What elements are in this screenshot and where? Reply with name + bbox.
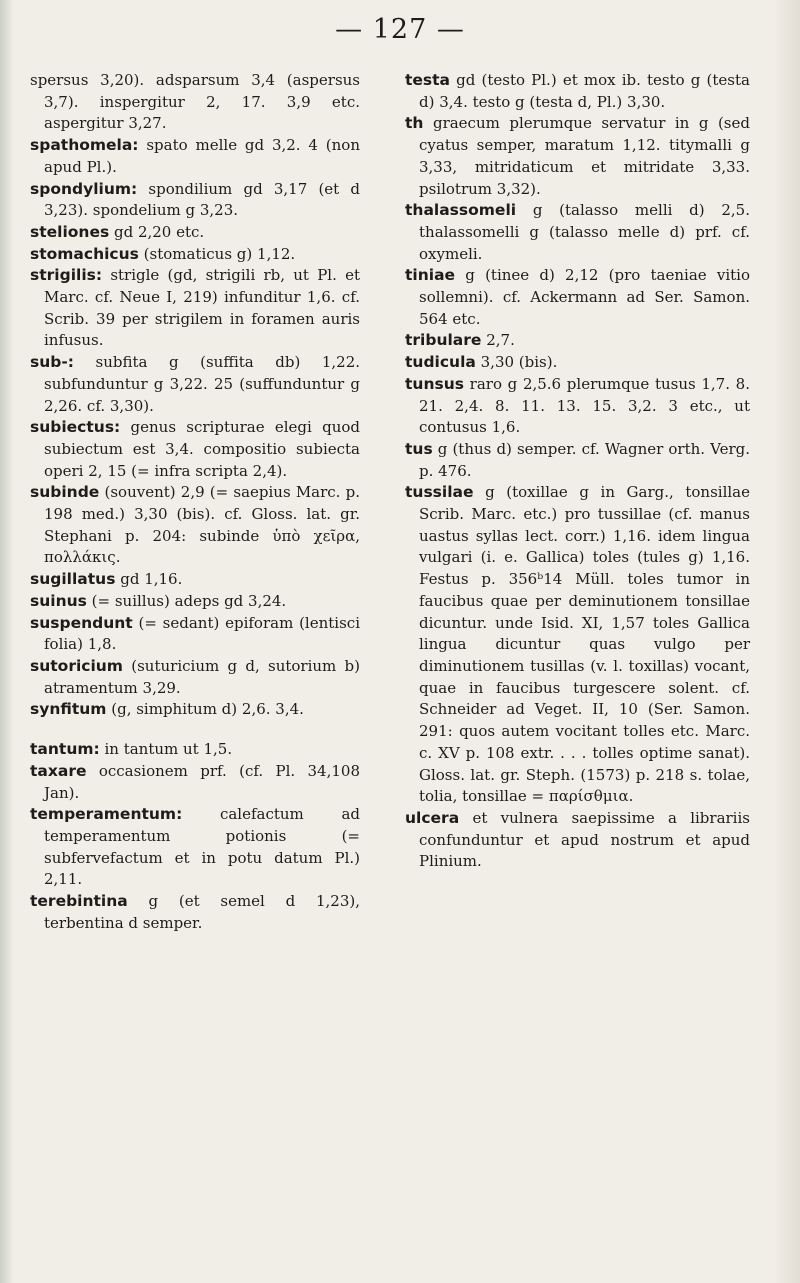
entry-text: (souvent) 2,9 (= saepius Marc. p. 198 med.) 3,30 (bis). cf. Gloss. lat. gr. Stephani p. 204: subinde ὑπὸ χεῖρα, πολλάκις. xyxy=(44,483,360,567)
entry-lemma: tudicula xyxy=(405,353,476,372)
entry-steliones xyxy=(30,222,360,244)
entry-text: 2,7. xyxy=(486,331,515,350)
page-number: — 127 — xyxy=(335,14,465,45)
entry-lemma: th xyxy=(405,114,424,133)
entry-text: g (et semel d 1,23), terbentina d semper. xyxy=(44,892,360,932)
entry-subinde xyxy=(30,482,360,569)
entry-spondylium xyxy=(30,179,360,222)
entry-text: et vulnera saepissime a librariis confunduntur et apud nostrum et apud Plinium. xyxy=(419,808,750,871)
entry-text: g (tinee d) 2,12 (pro taeniae vitio sollemni). cf. Ackermann ad Ser. Samon. 564 etc. xyxy=(419,266,750,328)
entry-lemma: stomachicus xyxy=(30,244,139,263)
entry-spathomela xyxy=(30,135,360,178)
entry-text: gd 1,16. xyxy=(120,570,183,589)
entry-lemma: steliones xyxy=(30,222,110,241)
entry-subiectus xyxy=(30,417,360,482)
entry-lemma: ulcera xyxy=(405,808,460,827)
entry-text: subfita g (suffita db) 1,22. subfunduntur g 3,22. 25 (suffunduntur g 2,26. cf. 3,30). xyxy=(44,353,360,415)
entry-lemma: tussilae xyxy=(405,483,474,502)
entry-tantum xyxy=(30,739,360,761)
entry-text: 3,30 (bis). xyxy=(480,353,558,372)
entry-text: calefactum ad temperamentum potionis (= subfervefactum et in potu datum Pl.) 2,11. xyxy=(44,805,360,889)
entry-sugillatus xyxy=(30,569,360,591)
right-column xyxy=(405,70,750,873)
section-gap xyxy=(30,721,360,739)
entry-temperamentum xyxy=(30,804,360,891)
entry-tussilae xyxy=(405,482,750,808)
entry-text: g (thus d) semper. cf. Wagner orth. Verg. p. 476. xyxy=(419,439,750,480)
entry-thalassomeli xyxy=(405,200,750,265)
entry-lemma: spondylium: xyxy=(30,179,138,198)
entry-sutoricium xyxy=(30,656,360,699)
entry-lemma: subinde xyxy=(30,483,100,502)
entry-text: (suturicium g d, sutorium b) atramentum 3,29. xyxy=(44,656,360,697)
entry-strigilis xyxy=(30,265,360,352)
entry-text: g (toxillae g in Garg., tonsillae Scrib. Marc. etc.) pro tussillae (cf. manus uastus syllas lect. corr.) 1,16. idem lingua vulgari (i. e. Gallica) toles (tules g) 1,16. Festus p. 356ᵇ14 Müll. toles tumor in faucibus quae per deminutionem tonsillae dicuntur. unde Isid. XI, 1,57 toles Gallica lingua dicuntur quas vulgo per diminutionem tusillas (v. l. toxillas) vocant, quae in faucibus turgescere solent. cf. Schneider ad Veget. II, 10 (Ser. Samon. 291: quos autem vocitant tolles etc. Marc. c. XV p. 108 extr. . . . tolles optime sanat). Gloss. lat. gr. Steph. (1573) p. 218 s. tolae, tolia, tonsillae = παρίσθμια. xyxy=(419,483,750,806)
entry-text: raro g 2,5.6 plerumque tusus 1,7. 8. 21. 2,4. 8. 11. 13. 15. 3,2. 3 etc., ut contusus 1,6. xyxy=(419,374,750,437)
entry-text: spato melle gd 3,2. 4 (non apud Pl.). xyxy=(44,136,360,176)
entry-terebintina xyxy=(30,891,360,934)
entry-lemma: tunsus xyxy=(405,374,464,393)
entry-lemma: tribulare xyxy=(405,331,482,350)
entry-text: in tantum ut 1,5. xyxy=(104,740,233,759)
entry-lemma: strigilis: xyxy=(30,266,103,285)
entry-text: g (talasso melli d) 2,5. thalassomelli g (talasso melle d) prf. cf. oxymeli. xyxy=(419,201,750,263)
entry-lemma: suspendunt xyxy=(30,613,133,632)
entry-testa xyxy=(405,70,750,113)
scan-shadow-right xyxy=(774,0,800,1283)
entry-taxare xyxy=(30,761,360,804)
entry-lemma: sugillatus xyxy=(30,570,116,589)
entry-lemma: tantum: xyxy=(30,740,100,759)
entry-lemma: subiectus: xyxy=(30,418,121,437)
entry-lemma: tus xyxy=(405,439,433,458)
entry-text: (stomaticus g) 1,12. xyxy=(143,244,296,263)
entry-text: gd 2,20 etc. xyxy=(113,222,205,241)
entry-tunsus xyxy=(405,374,750,439)
entry-synfitum xyxy=(30,699,360,721)
entry-lemma: testa xyxy=(405,71,451,89)
entry-lemma: taxare xyxy=(30,761,87,780)
entry-continued xyxy=(30,70,360,135)
entry-lemma: thalassomeli xyxy=(405,201,517,220)
entry-text: strigle (gd, strigili rb, ut Pl. et Marc. cf. Neue I, 219) infunditur 1,6. cf. Scrib. 39 per strigilem in foramen auris infusus. xyxy=(44,266,360,350)
entry-th xyxy=(405,113,750,200)
entry-lemma: sub-: xyxy=(30,353,74,372)
entry-lemma: temperamentum: xyxy=(30,805,183,824)
entry-tribulare xyxy=(405,330,750,352)
scan-shadow-left xyxy=(0,0,14,1283)
entry-text: genus scripturae elegi quod subiectum est 3,4. compositio subiecta operi 2, 15 (= infra scripta 2,4). xyxy=(44,418,360,480)
entry-text: spondilium gd 3,17 (et d 3,23). spondelium g 3,23. xyxy=(44,179,360,220)
entry-text: (g, simphitum d) 2,6. 3,4. xyxy=(111,700,304,719)
entry-tiniae xyxy=(405,265,750,330)
entry-text: spersus 3,20). adsparsum 3,4 (aspersus 3,7). inspergitur 2, 17. 3,9 etc. aspergitur 3,27. xyxy=(30,71,360,133)
entry-text: graecum plerumque servatur in g (sed cyatus semper, maratum 1,12. titymalli g 3,33, mitridaticum et mitridate 3,33. psilotrum 3,32). xyxy=(419,114,750,198)
entry-suspendunt xyxy=(30,613,360,656)
entry-text: (= sedant) epiforam (lentisci folia) 1,8. xyxy=(44,613,360,654)
entry-lemma: suinus xyxy=(30,591,87,610)
entry-tudicula xyxy=(405,352,750,374)
entry-lemma: tiniae xyxy=(405,266,456,285)
left-column xyxy=(30,70,360,934)
entry-lemma: sutoricium xyxy=(30,656,123,675)
entry-lemma: terebintina xyxy=(30,892,128,911)
entry-text: (= suillus) adeps gd 3,24. xyxy=(91,591,287,610)
entry-ulcera xyxy=(405,808,750,873)
entry-text: gd (testo Pl.) et mox ib. testo g (testa d) 3,4. testo g (testa d, Pl.) 3,30. xyxy=(419,71,750,111)
entry-lemma: synfitum xyxy=(30,700,107,719)
entry-sub xyxy=(30,352,360,417)
entry-stomachicus xyxy=(30,244,360,266)
entry-lemma: spathomela: xyxy=(30,136,139,155)
entry-tus xyxy=(405,439,750,482)
entry-suinus xyxy=(30,591,360,613)
entry-text: occasionem prf. (cf. Pl. 34,108 Jan). xyxy=(44,761,360,802)
